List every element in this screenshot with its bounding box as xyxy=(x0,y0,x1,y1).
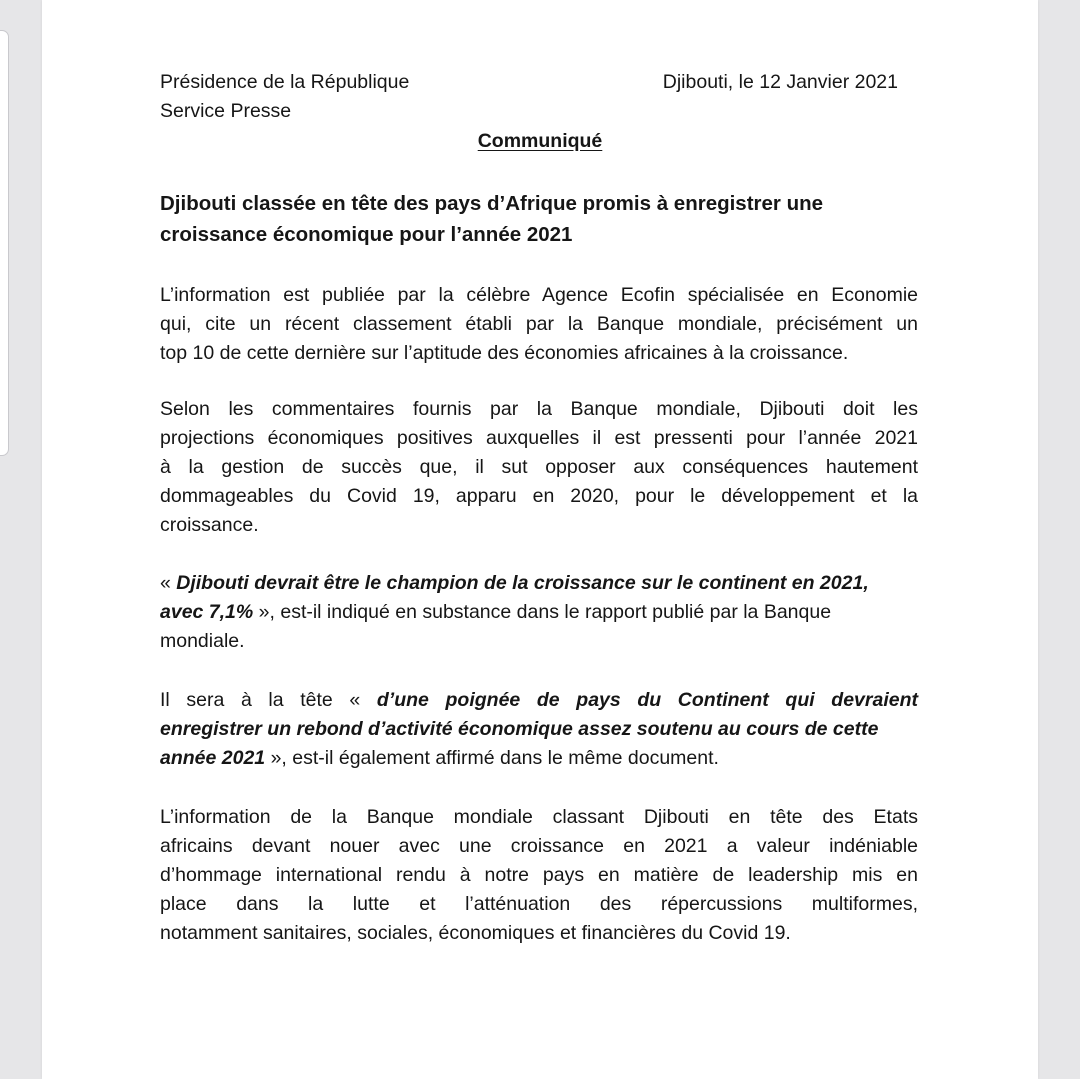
quote-text: enregistrer un rebond d’activité économique assez soutenu au cours de cette xyxy=(160,718,879,740)
paragraph-line: Selon les commentaires fournis par la Banque mondiale, Djibouti doit les xyxy=(160,398,918,420)
sender-office: Présidence de la République xyxy=(160,71,410,93)
paragraph-line xyxy=(160,686,918,715)
paragraph-line: dommageables du Covid 19, apparu en 2020, pour le développement et la xyxy=(160,485,918,507)
paragraph-line xyxy=(160,744,918,773)
headline xyxy=(160,188,920,250)
paragraph-line: mondiale. xyxy=(160,630,245,652)
paragraph-line: place dans la lutte et l’atténuation des répercussions multiformes, xyxy=(160,893,918,915)
paragraph-line: croissance. xyxy=(160,514,259,536)
quote-text: Djibouti devrait être le champion de la croissance sur le continent en 2021, xyxy=(176,572,869,594)
previous-page-edge xyxy=(0,30,9,456)
paragraph-1 xyxy=(160,281,918,368)
paragraph-3 xyxy=(160,569,918,656)
intro-text: Il sera à la tête « xyxy=(160,689,377,711)
attribution-text: », est-il indiqué en substance dans le rapport publié par la Banque xyxy=(253,601,832,623)
quote-text: année 2021 xyxy=(160,747,266,769)
headline-line: croissance économique pour l’année 2021 xyxy=(160,223,573,246)
quote-text: avec 7,1% xyxy=(160,601,254,623)
paragraph-4 xyxy=(160,686,918,773)
paragraph-line xyxy=(160,598,918,627)
paragraph-line: top 10 de cette dernière sur l’aptitude des économies africaines à la croissance. xyxy=(160,342,849,364)
paragraph-line: africains devant nouer avec une croissance en 2021 a valeur indéniable xyxy=(160,835,918,857)
open-quote: « xyxy=(160,572,177,594)
headline-line: Djibouti classée en tête des pays d’Afrique promis à enregistrer une xyxy=(160,192,824,215)
paragraph-5 xyxy=(160,803,918,948)
paragraph-line: L’information de la Banque mondiale classant Djibouti en tête des Etats xyxy=(160,806,918,828)
sender-service: Service Presse xyxy=(160,100,292,122)
paragraph-line: notamment sanitaires, sociales, économiques et financières du Covid 19. xyxy=(160,922,791,944)
paragraph-line: qui, cite un récent classement établi par la Banque mondiale, précisément un xyxy=(160,313,918,335)
paragraph-line xyxy=(160,569,918,598)
paragraph-line: projections économiques positives auxquelles il est pressenti pour l’année 2021 xyxy=(160,427,918,449)
paragraph-line: L’information est publiée par la célèbre Agence Ecofin spécialisée en Economie xyxy=(160,284,918,306)
sender-block xyxy=(160,68,500,126)
paragraph-line xyxy=(160,715,918,744)
place-and-date: Djibouti, le 12 Janvier 2021 xyxy=(662,71,898,93)
paragraph-2 xyxy=(160,395,918,540)
paragraph-line: à la gestion de succès que, il sut opposer aux conséquences hautement xyxy=(160,456,918,478)
attribution-text: », est-il également affirmé dans le même document. xyxy=(265,747,719,769)
quote-text: d’une poignée de pays du Continent qui devraient xyxy=(376,689,918,711)
document-type-label: Communiqué xyxy=(477,130,603,152)
document-type-heading xyxy=(160,127,920,156)
paragraph-line: d’hommage international rendu à notre pays en matière de leadership mis en xyxy=(160,864,918,886)
